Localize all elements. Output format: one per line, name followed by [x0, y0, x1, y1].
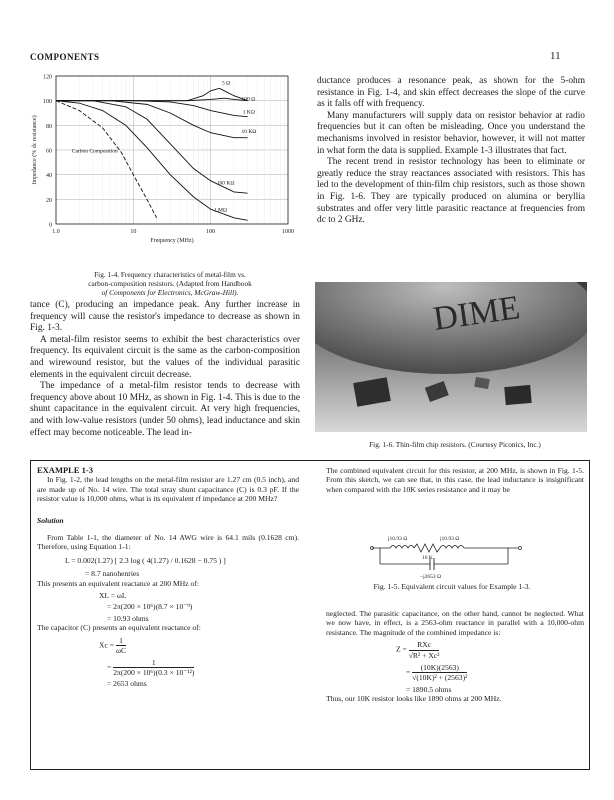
equation-xl: = 10.93 ohms	[107, 613, 149, 623]
series-label: 1 MΩ	[213, 207, 227, 214]
y-tick-label: 120	[43, 74, 52, 81]
running-header: COMPONENTS	[30, 52, 100, 62]
series-line	[56, 101, 157, 218]
series-line	[56, 101, 248, 138]
example-text: neglected. The parasitic capacitance, on the other hand, cannot be neglected. What we now have, in effect, is a 2563-ohm reactance in parallel with a 10,000-ohm resistance. The magnitude of the combined impedance is:	[326, 609, 584, 637]
z-lhs: Z =	[396, 644, 407, 654]
numerator: (10K)(2563)	[412, 663, 467, 673]
numerator: 1	[116, 636, 126, 646]
example-title: EXAMPLE 1-3	[37, 465, 93, 475]
numerator: 1	[113, 658, 194, 668]
series-label: 1 KΩ	[242, 109, 255, 116]
series-label: 10 KΩ	[241, 129, 257, 136]
left-column-text	[30, 300, 300, 439]
paragraph: tance (C), producing an impedance peak. Any further increase in frequency will cause the resistor's impedance to decrease as shown in Fig. 1-3.	[30, 300, 300, 334]
denominator: √(10K)² + (2563)²	[412, 673, 468, 683]
paragraph: The impedance of a metal-film resistor tends to decrease with frequency above about 10 MHz, as shown in Fig. 1-4. This is due to the shunt capacitance in the equivalent circuit. At very high frequencies, and with low-value resistors (under 50 ohms), lead inductance and skin effect may become noticeable. The lead in-	[30, 381, 300, 438]
equation-xc	[99, 636, 299, 656]
caption-line: of Components for Electronics, McGraw-Hill).	[101, 288, 239, 297]
example-right-continued	[326, 609, 584, 704]
fig-1-4-chart	[28, 70, 318, 270]
y-tick-label: 20	[46, 197, 52, 204]
solution-text: From Table 1-1, the diameter of No. 14 AWG wire is 64.1 mils (0.1628 cm). Therefore, using Equation 1-1:	[37, 533, 299, 552]
y-tick-label: 60	[46, 148, 52, 155]
example-text: Thus, our 10K resistor looks like 1890 ohms at 200 MHz.	[326, 694, 502, 704]
coin-inscription: DIME	[430, 289, 523, 338]
equation-xc: = $\frac{1}{\text{2π(200 × 10⁶)(0.3 × 10⁻¹²)}}$	[107, 657, 195, 677]
paragraph: Many manufacturers will supply data on resistor behavior at radio frequencies but it can often be misleading. Once you understand the mechanisms involved in resistor behavior, however, it will not matter in what form the data is supplied. Example 1-3 illustrates that fact.	[317, 110, 585, 156]
equation-z	[396, 640, 584, 660]
equation-xl: XL = ωL	[99, 591, 127, 601]
equation-z: = 1890.5 ohms	[406, 684, 452, 694]
denominator: ωC	[115, 646, 127, 656]
circuit-label-c: −j2653 Ω	[420, 574, 442, 580]
equation-xl: = 2π(200 × 10⁶)(8.7 × 10⁻⁹)	[107, 602, 193, 612]
right-column-text	[317, 76, 585, 227]
series-line	[56, 101, 248, 221]
x-tick-label: 10	[130, 229, 137, 235]
example-right-column	[326, 466, 584, 494]
y-axis-label: Impedance (% dc resistance)	[32, 115, 38, 185]
solution-text: The capacitor (C) presents an equivalent reactance of:	[37, 623, 201, 633]
fraction	[113, 658, 194, 678]
fig-1-6-photo	[315, 282, 587, 432]
caption-line: carbon-composition resistors. (Adapted from Handbook	[88, 279, 252, 288]
solution-text: This presents an equivalent reactance at 200 MHz of:	[37, 578, 199, 588]
example-left-column	[37, 466, 299, 689]
fig-1-4-caption	[40, 270, 300, 297]
series-label: 5 Ω	[221, 80, 231, 87]
example-problem: In Fig. 1-2, the lead lengths on the metal-film resistor are 1.27 cm (0.5 inch), and are made up of No. 14 wire. The total stray shunt capacitance (C) is 0.3 pF. If the resistor value is 10,000 ohms, what is its equivalent rf impedance at 200 MHz?	[37, 475, 299, 504]
fraction	[116, 636, 126, 656]
y-tick-label: 80	[46, 123, 52, 130]
equation-xc: = 2653 ohms	[107, 679, 147, 689]
circuit-label-l1: j10.93 Ω	[388, 536, 408, 542]
paragraph: A metal-film resistor seems to exhibit the best characteristics over frequency. Its equivalent circuit is the same as the carbon-composition and wirewound resistor, but the values of the individual parasitic elements in the equivalent circuit decrease.	[30, 334, 300, 380]
numerator: RXc	[409, 640, 440, 650]
x-tick-label: 1000	[282, 229, 294, 235]
equation-z: = $\frac{(10K)(2563)}{\text{√(10K)² + (2563)²}}$	[406, 663, 468, 683]
circuit-label-l2: j10.93 Ω	[440, 536, 460, 542]
denominator: √R² + Xc²	[408, 650, 440, 660]
page-number: 11	[550, 50, 561, 62]
solution-label: Solution	[37, 515, 64, 525]
caption-line: Fig. 1-4. Frequency characteristics of metal-film vs.	[94, 270, 246, 279]
series-label: 100 Ω	[241, 96, 256, 103]
y-tick-label: 100	[43, 99, 52, 106]
y-tick-label: 0	[49, 222, 52, 229]
circuit-label-r: 10 K	[422, 555, 433, 561]
denominator: 2π(200 × 10⁶)(0.3 × 10⁻¹²)	[113, 667, 195, 677]
paragraph: ductance produces a resonance peak, as shown for the 5-ohm resistance in Fig. 1-4, and skin effect decreases the slope of the curve as it falls off with frequency.	[317, 76, 585, 110]
series-label: Carbon Composition	[71, 148, 118, 155]
equation-result: = 8.7 nanohenries	[85, 569, 140, 579]
series-label: 100 KΩ	[216, 180, 235, 187]
xc-lhs: Xc =	[99, 640, 115, 650]
x-tick-label: 100	[206, 229, 216, 235]
equation-inductance: L = 0.002(1.27) [ 2.3 log ( 4(1.27) / 0.1628 − 0.75 ) ]	[65, 555, 226, 565]
fraction	[412, 663, 467, 683]
fig-1-6-caption: Fig. 1-6. Thin-film chip resistors. (Courtesy Piconics, Inc.)	[369, 440, 541, 449]
fraction	[409, 640, 440, 660]
fig-1-5-caption: Fig. 1-5. Equivalent circuit values for Example 1-3.	[373, 582, 531, 591]
y-tick-label: 40	[46, 173, 52, 180]
fig-1-5-circuit	[370, 532, 530, 580]
x-axis-label: Frequency (MHz)	[150, 238, 194, 244]
x-tick-label: 1.0	[52, 229, 60, 235]
example-text: The combined equivalent circuit for this resistor, at 200 MHz, is shown in Fig. 1-5. From this sketch, we can see that, in this case, the lead inductance is insignificant when compared with the 10K series resistance and it may be	[326, 466, 584, 494]
coin-and-chips-image	[315, 282, 587, 432]
paragraph: The recent trend in resistor technology has been to eliminate or greatly reduce the stray reactances associated with resistors. This has led to the development of thin-film chip resistors, such as those shown in Fig. 1-6. They are typically produced on alumina or beryllia substrates and offer very little parasitic reactance at frequencies from dc to 2 GHz.	[317, 157, 585, 226]
